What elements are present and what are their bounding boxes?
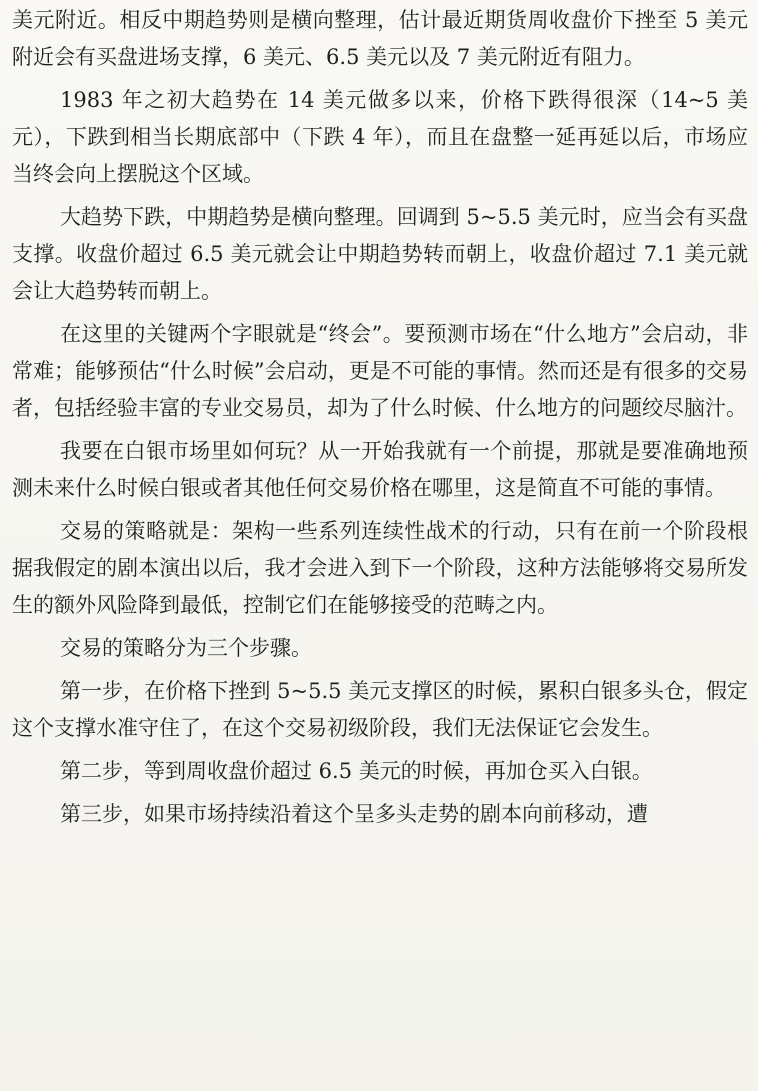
paragraph-8: 第一步，在价格下挫到 5~5.5 美元支撑区的时候，累积白银多头仓，假定这个支撑水准守住了，在这个交易初级阶段，我们无法保证它会发生。	[12, 679, 748, 740]
paragraph-4: 在这里的关键两个字眼就是“终会”。要预测市场在“什么地方”会启动，非常难；能够预估“什么时候”会启动，更是不可能的事情。然而还是有很多的交易者，包括经验丰富的专业交易员，却为了什么时候、什么地方的问题绞尽脑汁。	[12, 322, 748, 420]
paragraph-2: 1983 年之初大趋势在 14 美元做多以来，价格下跌得很深（14~5 美元），下跌到相当长期底部中（下跌 4 年），而且在盘整一延再延以后，市场应当终会向上摆脱这个区域。	[12, 88, 748, 186]
paragraph-3: 大趋势下跌，中期趋势是横向整理。回调到 5~5.5 美元时，应当会有买盘支撑。收盘价超过 6.5 美元就会让中期趋势转而朝上，收盘价超过 7.1 美元就会让大趋势转而朝上。	[12, 205, 748, 303]
page-text-body	[12, 2, 748, 833]
paragraph-1: 美元附近。相反中期趋势则是横向整理，估计最近期货周收盘价下挫至 5 美元附近会有买盘进场支撑，6 美元、6.5 美元以及 7 美元附近有阻力。	[12, 8, 748, 69]
paragraph-9: 第二步，等到周收盘价超过 6.5 美元的时候，再加仓买入白银。	[60, 759, 653, 783]
paragraph-5: 我要在白银市场里如何玩？从一开始我就有一个前提，那就是要准确地预测未来什么时候白银或者其他任何交易价格在哪里，这是简直不可能的事情。	[12, 439, 748, 500]
paragraph-7: 交易的策略分为三个步骤。	[60, 636, 312, 660]
paragraph-10: 第三步，如果市场持续沿着这个呈多头走势的剧本向前移动，遭	[60, 802, 648, 826]
paragraph-6: 交易的策略就是：架构一些系列连续性战术的行动，只有在前一个阶段根据我假定的剧本演出以后，我才会进入到下一个阶段，这种方法能够将交易所发生的额外风险降到最低，控制它们在能够接受的范畴之内。	[12, 519, 748, 617]
